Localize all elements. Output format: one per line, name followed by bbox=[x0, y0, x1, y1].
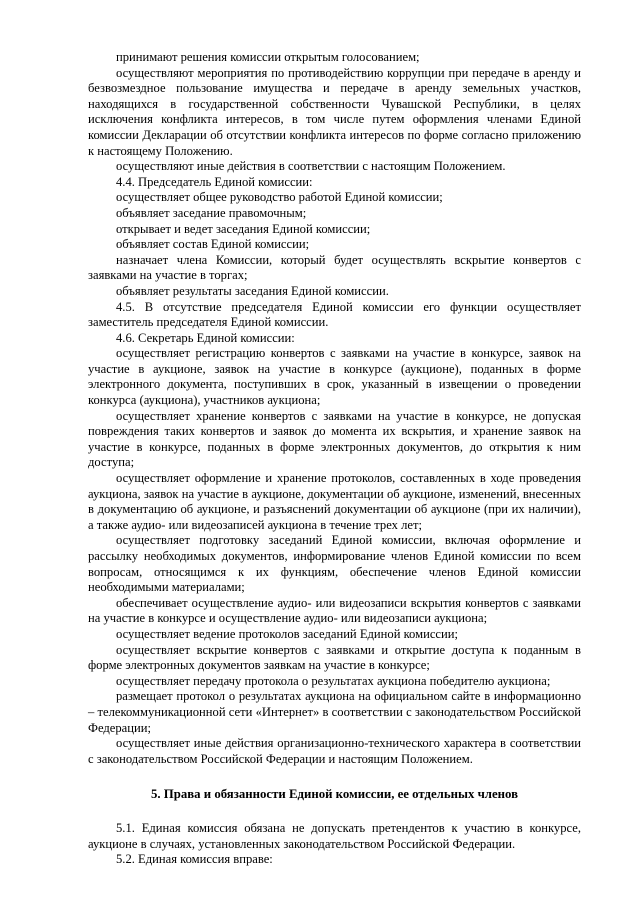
paragraph: осуществляет общее руководство работой Единой комиссии; bbox=[116, 190, 443, 205]
paragraph: назначает члена Комиссии, который будет осуществлять вскрытие конвертов с заявками на участие в торгах; bbox=[88, 252, 581, 283]
paragraph: осуществляет иные действия организационно-технического характера в соответствии с законодательством Российской Федерации и настоящим Положением. bbox=[88, 736, 581, 766]
paragraphs-after bbox=[88, 821, 581, 868]
paragraph: обеспечивает осуществление аудио- или видеозаписи вскрытия конвертов с заявками на участие в конкурсе и осуществление аудио- или видеозаписи аукциона; bbox=[88, 595, 581, 626]
paragraph: осуществляет ведение протоколов заседаний Единой комиссии; bbox=[116, 626, 458, 641]
paragraphs-before bbox=[88, 50, 581, 767]
paragraph: 4.4. Председатель Единой комиссии: bbox=[116, 174, 313, 189]
paragraph: 5.1. Единая комиссия обязана не допускать претендентов к участию в конкурсе, аукционе в случаях, установленных законодательством Российской Федерации. bbox=[88, 820, 581, 851]
paragraph: 5.2. Единая комиссия вправе: bbox=[116, 852, 273, 867]
paragraph: осуществляют мероприятия по противодействию коррупции при передаче в аренду и безвозмездное пользование имущества и передаче в аренду земельных участков, находящихся в государственной собственности Чувашской Республики, в целях исключения конфликта интересов, в том числе путем оформления членами Единой комиссии Декларации об отсутствии конфликта интересов по форме согласно приложению к настоящему Положению. bbox=[88, 65, 581, 158]
paragraph: 4.5. В отсутствие председателя Единой комиссии его функции осуществляет заместитель председателя Единой комиссии. bbox=[88, 299, 581, 330]
paragraph: осуществляет передачу протокола о результатах аукциона победителю аукциона; bbox=[116, 673, 551, 688]
paragraph: осуществляют иные действия в соответствии с настоящим Положением. bbox=[116, 159, 506, 174]
paragraph: объявляет результаты заседания Единой комиссии. bbox=[116, 283, 389, 298]
paragraph: размещает протокол о результатах аукциона на официальном сайте в информационно – телекоммуникационной сети «Интернет» в соответствии с законодательством Российской Федерации; bbox=[88, 689, 581, 735]
paragraph: осуществляет подготовку заседаний Единой комиссии, включая оформление и рассылку необходимых документов, информирование членов Единой комиссии по всем вопросам, относящимся к их функциям, обеспечение членов Единой комиссии необходимыми материалами; bbox=[88, 533, 581, 595]
paragraph: 4.6. Секретарь Единой комиссии: bbox=[116, 330, 295, 345]
paragraph: объявляет заседание правомочным; bbox=[116, 205, 307, 220]
paragraph: осуществляет вскрытие конвертов с заявками и открытие доступа к поданным в форме электронных документов заявкам на участие в конкурсе; bbox=[88, 642, 581, 673]
paragraph: принимают решения комиссии открытым голосованием; bbox=[116, 50, 420, 64]
paragraph: открывает и ведет заседания Единой комиссии; bbox=[116, 221, 371, 236]
paragraph: объявляет состав Единой комиссии; bbox=[116, 237, 310, 252]
paragraph: осуществляет хранение конвертов с заявками на участие в конкурсе, не допуская повреждения таких конвертов и заявок до момента их вскрытия, и хранение заявок на участие в конкурсе, поданных в форме электронных документов, до открытия к ним доступа; bbox=[88, 408, 581, 470]
paragraph: осуществляет регистрацию конвертов с заявками на участие в конкурсе, заявок на участие в аукционе, заявок на участие в конкурсе (аукционе), поданных в форме электронного документа, поступивших в срок, указанный в извещении о проведении конкурса (аукциона), участников аукциона; bbox=[88, 346, 581, 408]
section-heading: 5. Права и обязанности Единой комиссии, ее отдельных членов bbox=[150, 787, 519, 802]
document-body bbox=[88, 50, 581, 868]
paragraph: осуществляет оформление и хранение протоколов, составленных в ходе проведения аукциона, заявок на участие в аукционе, документации об аукционе, изменений, внесенных в документацию об аукционе, и разъяснений документации об аукционе (при их наличии), а также аудио- или видеозаписей аукциона в течение трех лет; bbox=[88, 471, 581, 532]
